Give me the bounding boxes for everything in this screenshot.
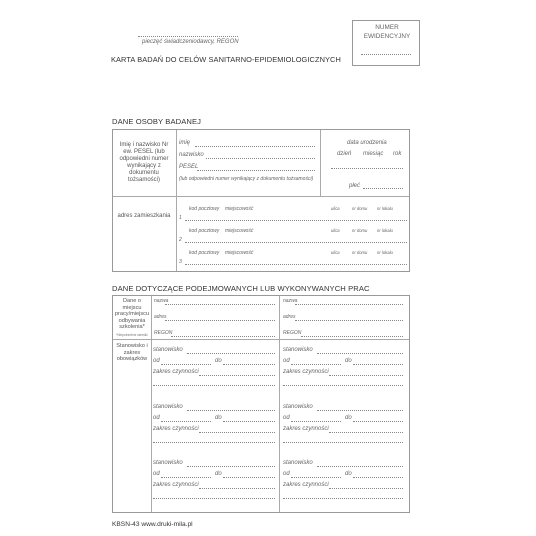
footnote: *Niepotrzebne skreślić: [116, 333, 148, 337]
birth-date-label: data urodzenia: [347, 140, 387, 146]
city-label: miejscowość: [225, 228, 254, 234]
record-number-field[interactable]: [361, 54, 411, 55]
record-number-label: NUMER EWIDENCYJNY: [363, 24, 411, 40]
work-section-title: DANE DOTYCZĄCE PODEJMOWANYCH LUB WYKONYWANYCH PRAC: [112, 284, 370, 293]
scope-field[interactable]: [199, 375, 275, 376]
flat-number-label: nr lokalu: [377, 228, 393, 233]
record-number-box: [352, 20, 420, 66]
position-block-left-2: [153, 404, 277, 444]
postal-code-label: kod pocztowy: [189, 250, 220, 256]
stamp-label: pieczęć świadczeniodawcy, REGON: [142, 39, 239, 45]
to-field[interactable]: [223, 421, 275, 422]
first-name-label: imię: [179, 140, 191, 146]
street-label: ulica: [331, 228, 340, 233]
scope-field[interactable]: [329, 488, 403, 489]
position-field[interactable]: [317, 410, 403, 411]
regon-field-b[interactable]: [301, 336, 403, 337]
to-label: do: [215, 358, 222, 364]
scope-field[interactable]: [199, 432, 275, 433]
scope-label: zakres czynności: [153, 482, 199, 488]
scope-field-extra[interactable]: [283, 385, 403, 386]
document-note: (lub odpowiedni numer wynikający z dokumentu tożsamości): [179, 176, 314, 182]
position-field[interactable]: [317, 466, 403, 467]
birth-day-label: dzień: [337, 151, 352, 157]
website-link[interactable]: www.druki-mila.pl: [141, 521, 193, 528]
sex-label: płeć: [349, 183, 361, 189]
company-name-field-a[interactable]: [165, 304, 275, 305]
from-label: od: [283, 415, 290, 421]
to-label: do: [215, 415, 222, 421]
to-label: do: [345, 358, 352, 364]
page-title: KARTA BADAŃ DO CELÓW SANITARNO-EPIDEMIOLOGICZNYCH: [111, 55, 341, 64]
duties-divider: [113, 339, 409, 340]
person-section-title: DANE OSOBY BADANEJ: [112, 117, 202, 126]
pesel-label: PESEL: [179, 164, 199, 170]
to-field[interactable]: [223, 364, 275, 365]
to-label: do: [345, 471, 352, 477]
from-field[interactable]: [161, 364, 211, 365]
birth-month-label: miesiąc: [363, 151, 384, 157]
from-label: od: [283, 358, 290, 364]
to-field[interactable]: [353, 364, 403, 365]
birth-date-field[interactable]: [331, 168, 403, 169]
regon-label: REGON: [283, 330, 302, 336]
row-number: 2: [179, 237, 182, 243]
scope-field-extra[interactable]: [283, 442, 403, 443]
address-row-2: [179, 226, 409, 248]
company-name-field-b[interactable]: [295, 304, 403, 305]
flat-number-label: nr lokalu: [377, 250, 393, 255]
address-field-1[interactable]: [185, 220, 407, 221]
person-label-divider: [176, 130, 177, 271]
position-label: stanowisko: [283, 404, 313, 410]
position-label: stanowisko: [153, 404, 183, 410]
house-number-label: nr domu: [352, 228, 368, 233]
regon-label: REGON: [154, 330, 173, 336]
house-number-label: nr domu: [352, 206, 368, 211]
scope-field-extra[interactable]: [283, 498, 403, 499]
company-name-label: nazwa: [154, 298, 169, 304]
form-code: KBSN-43: [112, 521, 140, 528]
workplace-label: Dane o miejscu pracy/miejscu odbywania szkolenia*: [114, 298, 150, 330]
position-field[interactable]: [187, 353, 275, 354]
regon-field-a[interactable]: [171, 336, 275, 337]
duties-label: Stanowisko i zakres obowiązków: [116, 343, 148, 362]
from-label: od: [153, 358, 160, 364]
scope-label: zakres czynności: [283, 426, 329, 432]
person-table: [112, 129, 410, 272]
position-block-right-1: [283, 347, 405, 387]
work-column-divider: [279, 296, 280, 512]
address-field-3[interactable]: [185, 264, 407, 265]
from-field[interactable]: [161, 421, 211, 422]
flat-number-label: nr lokalu: [377, 206, 393, 211]
to-field[interactable]: [353, 477, 403, 478]
from-field[interactable]: [291, 421, 341, 422]
scope-field-extra[interactable]: [153, 498, 275, 499]
position-label: stanowisko: [153, 460, 183, 466]
from-field[interactable]: [161, 477, 211, 478]
last-name-field[interactable]: [206, 158, 315, 159]
postal-code-label: kod pocztowy: [189, 206, 220, 212]
house-number-label: nr domu: [352, 250, 368, 255]
scope-label: zakres czynności: [153, 426, 199, 432]
scope-field-extra[interactable]: [153, 385, 275, 386]
scope-field[interactable]: [329, 375, 403, 376]
scope-label: zakres czynności: [283, 369, 329, 375]
to-field[interactable]: [353, 421, 403, 422]
scope-label: zakres czynności: [153, 369, 199, 375]
row-number: 3: [179, 259, 182, 265]
to-label: do: [345, 415, 352, 421]
to-field[interactable]: [223, 477, 275, 478]
last-name-label: nazwisko: [179, 152, 204, 158]
scope-field[interactable]: [199, 488, 275, 489]
footer: [112, 521, 193, 528]
position-label: stanowisko: [153, 347, 183, 353]
birth-year-label: rok: [393, 151, 402, 157]
stamp-line: [138, 36, 238, 37]
company-address-label: adres: [154, 314, 167, 320]
address-row-1: [179, 204, 409, 226]
address-label: adres zamieszkania: [117, 213, 171, 219]
scope-label: zakres czynności: [283, 482, 329, 488]
scope-field-extra[interactable]: [153, 442, 275, 443]
from-label: od: [283, 471, 290, 477]
address-row-3: [179, 248, 409, 270]
company-address-label: adres: [283, 314, 296, 320]
from-label: od: [153, 471, 160, 477]
work-table: [112, 295, 410, 513]
postal-code-label: kod pocztowy: [189, 228, 220, 234]
address-field-2[interactable]: [185, 242, 407, 243]
birth-divider: [320, 130, 321, 196]
city-label: miejscowość: [225, 250, 254, 256]
position-field[interactable]: [187, 466, 275, 467]
position-block-right-3: [283, 460, 405, 500]
row-number: 1: [179, 215, 182, 221]
position-field[interactable]: [317, 353, 403, 354]
city-label: miejscowość: [225, 206, 254, 212]
to-label: do: [215, 471, 222, 477]
name-block-label: Imię i nazwisko Nr ew. PESEL (lub odpowiedni numer wynikający z dokumentu tożsamości): [119, 142, 169, 183]
position-label: stanowisko: [283, 460, 313, 466]
first-name-field[interactable]: [195, 146, 315, 147]
work-label-divider: [151, 296, 152, 512]
sex-field[interactable]: [363, 188, 403, 189]
from-field[interactable]: [291, 364, 341, 365]
company-name-label: nazwa: [283, 298, 298, 304]
position-block-left-3: [153, 460, 277, 500]
street-label: ulica: [331, 250, 340, 255]
position-block-right-2: [283, 404, 405, 444]
company-address-field-a[interactable]: [165, 320, 275, 321]
position-label: stanowisko: [283, 347, 313, 353]
street-label: ulica: [331, 206, 340, 211]
pesel-field[interactable]: [197, 170, 315, 171]
position-block-left-1: [153, 347, 277, 387]
scope-field[interactable]: [329, 432, 403, 433]
from-field[interactable]: [291, 477, 341, 478]
address-divider: [113, 196, 409, 197]
position-field[interactable]: [187, 410, 275, 411]
from-label: od: [153, 415, 160, 421]
company-address-field-b[interactable]: [295, 320, 403, 321]
